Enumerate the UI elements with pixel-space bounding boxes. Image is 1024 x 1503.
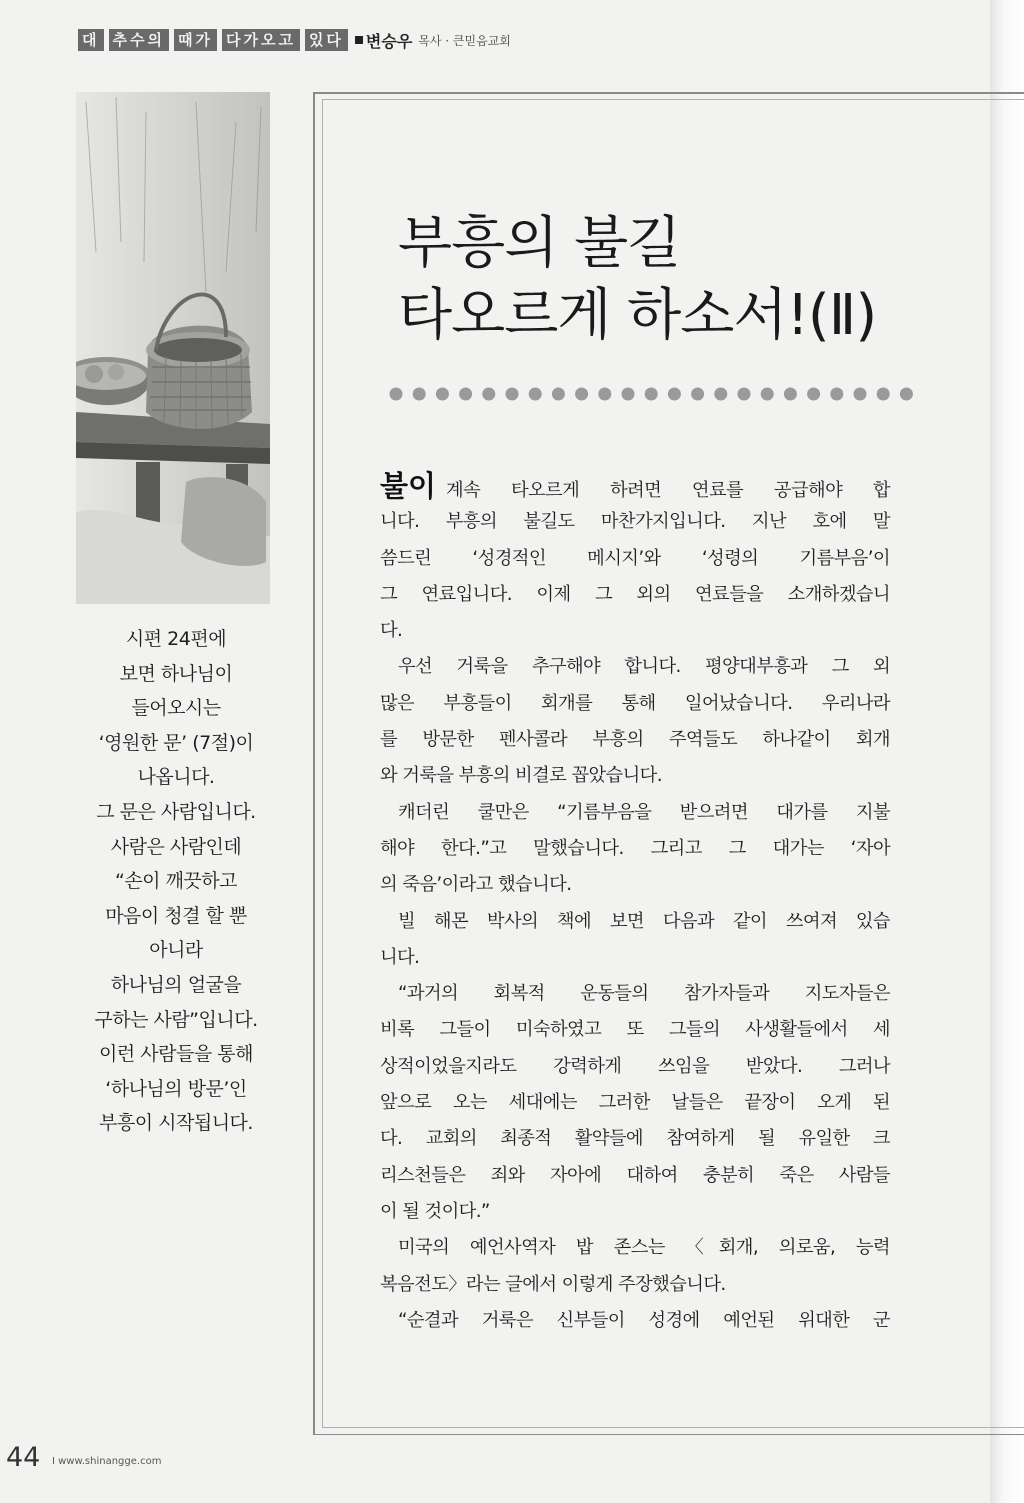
body-line: 니다. 부흥의 불길도 마찬가지입니다. 지난 호에 말 bbox=[380, 511, 890, 533]
body-line: 씀드린 ‘성경적인 메시지’와 ‘성령의 기름부음’이 bbox=[380, 547, 890, 569]
series-word: 때가 bbox=[174, 29, 217, 51]
quote-line: “손이 깨끗하고 bbox=[114, 870, 237, 893]
author-role: 목사 · 큰믿음교회 bbox=[418, 33, 511, 48]
body-line: 를 방문한 펜사콜라 부흥의 주역들도 하나같이 회개 bbox=[380, 729, 890, 751]
body-line: 캐더린 쿨만은 “기름부음을 받으려면 대가를 지불 bbox=[398, 801, 890, 823]
body-line: 미국의 예언사역자 밥 존스는 〈회개, 의로움, 능력 bbox=[398, 1237, 890, 1259]
quote-line: 시편 24편에 bbox=[125, 628, 227, 650]
divider-dot bbox=[645, 388, 658, 401]
divider-dot bbox=[761, 388, 774, 401]
bullet-square-icon bbox=[355, 36, 363, 44]
body-line: 니다. bbox=[380, 946, 420, 968]
divider-dot bbox=[459, 388, 472, 401]
divider-dot bbox=[877, 388, 890, 401]
author-name: 변승우 bbox=[365, 31, 413, 51]
divider-dot bbox=[529, 388, 542, 401]
body-line: 비록 그들이 미숙하였고 또 그들의 사생활들에서 세 bbox=[380, 1019, 890, 1041]
quote-line: 부흥이 시작됩니다. bbox=[99, 1112, 253, 1135]
footer-url: I www.shinangge.com bbox=[52, 1456, 162, 1467]
dotted-divider bbox=[388, 385, 928, 409]
body-line: 상적이었을지라도 강력하게 쓰임을 받았다. 그러나 bbox=[380, 1055, 890, 1077]
quote-line: 구하는 사람”입니다. bbox=[94, 1008, 258, 1031]
divider-dot bbox=[784, 388, 797, 401]
series-word: 다가오고 bbox=[222, 29, 300, 51]
article-body bbox=[380, 468, 890, 1339]
body-line: 리스천들은 죄와 자아에 대하여 충분히 죽은 사람들 bbox=[380, 1164, 890, 1186]
quote-line: 나옵니다. bbox=[137, 766, 215, 789]
divider-dot bbox=[413, 388, 426, 401]
title-line: 부흥의 불길 bbox=[398, 211, 681, 276]
body-line: 복음전도〉라는 글에서 이렇게 주장했습니다. bbox=[380, 1273, 726, 1295]
divider-dot bbox=[738, 388, 751, 401]
body-line: 다. 교회의 최종적 활약들에 참여하게 될 유일한 크 bbox=[380, 1128, 890, 1150]
divider-dot bbox=[575, 388, 588, 401]
quote-line: 들어오시는 bbox=[131, 697, 221, 720]
body-line: 해야 한다.”고 말했습니다. 그리고 그 대가는 ‘자아 bbox=[380, 837, 890, 859]
body-line: 많은 부흥들이 회개를 통해 일어났습니다. 우리나라 bbox=[380, 692, 890, 714]
divider-dot bbox=[807, 388, 820, 401]
body-line: 빌 해몬 박사의 책에 보면 다음과 같이 쓰여져 있습 bbox=[398, 910, 890, 932]
divider-dot bbox=[622, 388, 635, 401]
quote-line: ‘영원한 문’ (7절)이 bbox=[98, 731, 254, 754]
article-title bbox=[398, 208, 958, 352]
body-line: “순결과 거룩은 신부들이 성경에 예언된 위대한 군 bbox=[398, 1309, 890, 1331]
body-line-text: 계속 타오르게 하려면 연료를 공급해야 합 bbox=[446, 480, 890, 501]
quote-line: 이런 사람들을 통해 bbox=[99, 1043, 253, 1066]
quote-line: 아니라 bbox=[149, 939, 203, 962]
divider-dot bbox=[668, 388, 681, 401]
divider-dot bbox=[390, 388, 403, 401]
page-header bbox=[78, 28, 511, 52]
page-number: 44 bbox=[6, 1442, 41, 1473]
drop-cap: 불이 bbox=[380, 469, 437, 503]
series-word: 추수의 bbox=[109, 29, 169, 51]
divider-dot bbox=[482, 388, 495, 401]
title-line: 타오르게 하소서!(Ⅱ) bbox=[398, 283, 877, 348]
series-word: 있다 bbox=[305, 29, 348, 51]
body-line: 앞으로 오는 세대에는 그러한 날들은 끝장이 오게 된 bbox=[380, 1092, 890, 1114]
divider-dot bbox=[552, 388, 565, 401]
divider-dot bbox=[714, 388, 727, 401]
quote-line: 보면 하나님이 bbox=[119, 662, 233, 685]
quote-line: 하나님의 얼굴을 bbox=[110, 973, 242, 996]
quote-line: 그 문은 사람입니다. bbox=[96, 800, 256, 823]
divider-dot bbox=[598, 388, 611, 401]
quote-line: 사람은 사람인데 bbox=[110, 835, 242, 858]
divider-dot bbox=[830, 388, 843, 401]
body-line: 의 죽음’이라고 했습니다. bbox=[380, 874, 572, 896]
divider-dot bbox=[506, 388, 519, 401]
divider-dot bbox=[436, 388, 449, 401]
divider-dot bbox=[854, 388, 867, 401]
body-line: 그 연료입니다. 이제 그 외의 연료들을 소개하겠습니 bbox=[380, 583, 890, 605]
body-line: “과거의 회복적 운동들의 참가자들과 지도자들은 bbox=[398, 983, 890, 1005]
basket-illustration bbox=[76, 92, 270, 604]
body-line bbox=[380, 468, 890, 504]
body-line: 다. bbox=[380, 620, 403, 642]
divider-dot bbox=[691, 388, 704, 401]
body-line: 우선 거룩을 추구해야 합니다. 평양대부흥과 그 외 bbox=[398, 656, 890, 678]
series-tag bbox=[78, 29, 353, 51]
quote-line: ‘하나님의 방문’인 bbox=[105, 1077, 247, 1100]
divider-dot bbox=[900, 388, 913, 401]
quote-line: 마음이 청결 할 뿐 bbox=[105, 904, 247, 927]
body-line: 이 될 것이다.” bbox=[380, 1200, 490, 1222]
body-line: 와 거룩을 부흥의 비결로 꼽았습니다. bbox=[380, 765, 662, 787]
side-pull-quote bbox=[76, 622, 276, 1141]
series-word: 대 bbox=[78, 29, 104, 51]
